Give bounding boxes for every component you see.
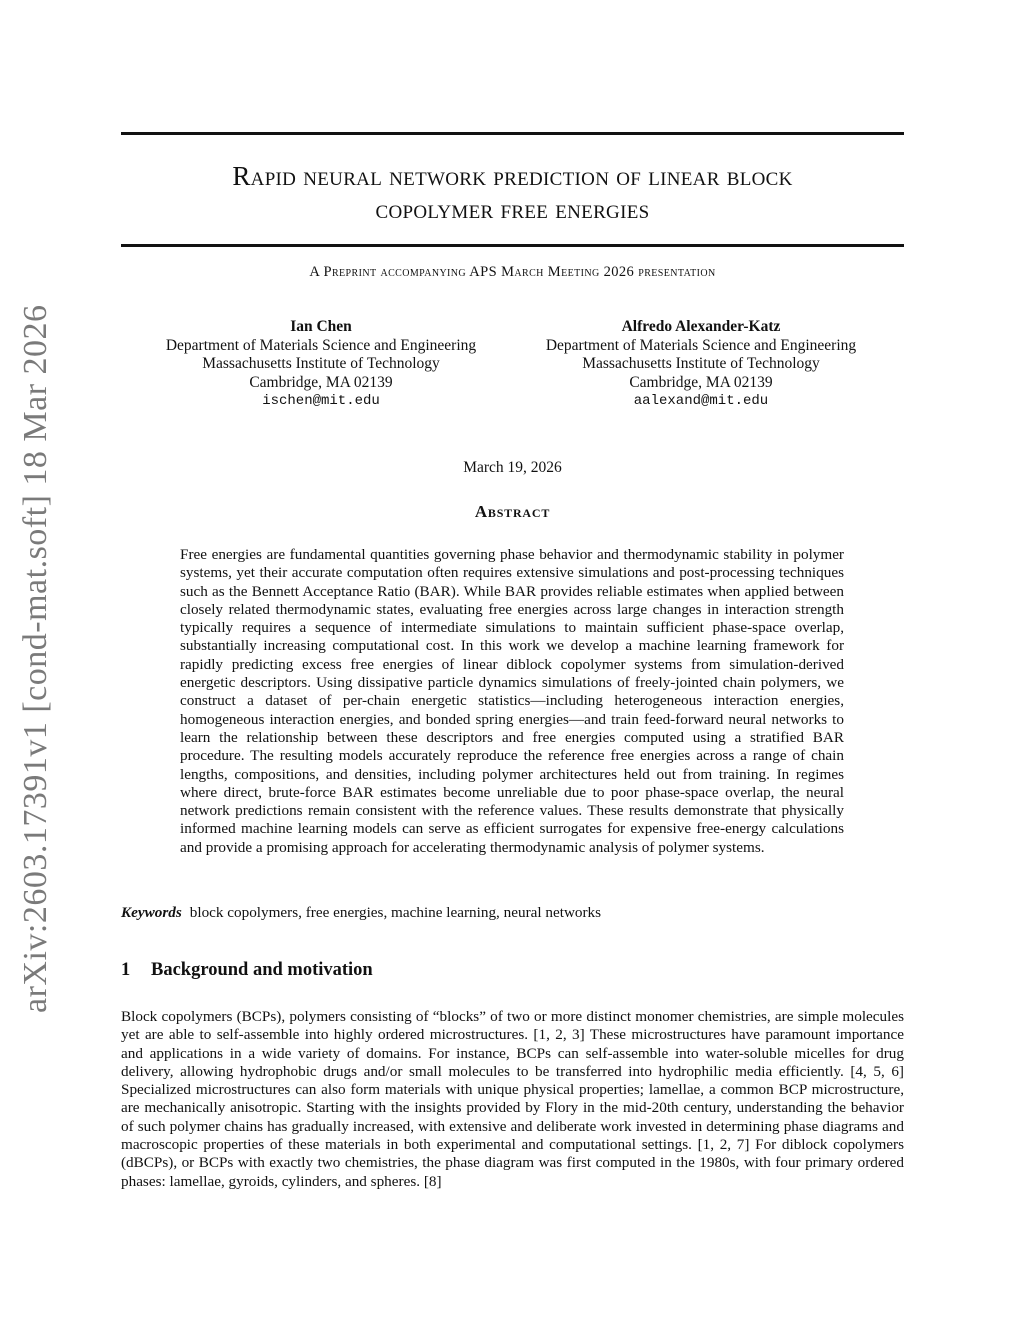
section-body: Block copolymers (BCPs), polymers consisting of “blocks” of two or more distinct monomer chemistries, are simple molecules yet are able to self-assemble into highly ordered microstructures. [1, 2, 3] These microstructures have paramount importance and applications in a wide variety of domains. For instance, BCPs can self-assemble into water-soluble micelles for drug delivery, allowing hydrophobic drugs and/or small molecules to be transferred into hydrophilic media efficiently. [4, 5, 6] Specialized microstructures can also form materials with unique physical properties; lamellae, a common BCP microstructure, are mechanically anisotropic. Starting with the insights provided by Flory in the mid-20th century, understanding the behavior of such polymer chains has gradually increased, with extensive and deliberate work invested in determining phase diagrams and macroscopic properties of these materials in both experimental and computational settings. [1, 2, 7] For diblock copolymers (dBCPs), or BCPs with exactly two chemistries, the phase diagram was first computed in the 1980s, with four primary ordered phases: lamellae, gyroids, cylinders, and spheres. [8] bbox=[121, 1008, 904, 1190]
author-email: ischen@mit.edu bbox=[262, 393, 380, 409]
author-location: Cambridge, MA 02139 bbox=[629, 373, 773, 391]
abstract-heading: Abstract bbox=[474, 502, 551, 521]
section-heading bbox=[121, 960, 904, 981]
author-location: Cambridge, MA 02139 bbox=[249, 373, 393, 391]
abstract-body: Free energies are fundamental quantities governing phase behavior and thermodynamic stability in polymer systems, yet their accurate computation often requires extensive simulations and post-processing techniques such as the Bennett Acceptance Ratio (BAR). While BAR provides reliable estimates when applied between closely related thermodynamic states, evaluating free energies across large changes in interaction strength typically requires a sequence of intermediate simulations to maintain sufficient phase-space overlap, substantially increasing computational cost. In this work we develop a machine learning framework for rapidly predicting excess free energies of linear diblock copolymer systems from simulation-derived energetic descriptors. Using dissipative particle dynamics simulations of freely-jointed chain polymers, we construct a dataset of per-chain energetic statistics—including heterogeneous interaction energies, homogeneous interaction energies, and bonded spring energies—and train feed-forward neural networks to learn the relationship between these descriptors and free energies computed using a stratified BAR procedure. The resulting models accurately reproduce the reference free energies across a range of chain lengths, compositions, and densities, including polymer architectures held out from training. In regimes where direct, brute-force BAR estimates become unreliable due to poor phase-space overlap, the neural network predictions remain consistent with the reference values. These results demonstrate that physically informed machine learning models can serve as efficient surrogates for expensive free-energy calculations and provide a promising approach for accelerating thermodynamic analysis of polymer systems. bbox=[180, 546, 844, 856]
keywords-label: Keywords bbox=[121, 904, 182, 921]
title-rule-top bbox=[121, 132, 904, 135]
keywords-list: block copolymers, free energies, machine learning, neural networks bbox=[189, 904, 602, 921]
author-institution: Massachusetts Institute of Technology bbox=[582, 355, 820, 372]
paper-title bbox=[121, 160, 904, 226]
author-block-2 bbox=[511, 318, 891, 411]
preprint-subtitle: A Preprint accompanying APS March Meeting 2026 presentation bbox=[309, 264, 716, 280]
author-email: aalexand@mit.edu bbox=[633, 393, 769, 409]
title-line-2: copolymer free energies bbox=[375, 194, 650, 224]
title-line-1: Rapid neural network prediction of linear block bbox=[232, 161, 793, 191]
author-block-1 bbox=[131, 318, 511, 411]
paper-date: March 19, 2026 bbox=[463, 459, 562, 476]
section-title: Background and motivation bbox=[151, 960, 373, 980]
author-name: Alfredo Alexander-Katz bbox=[621, 318, 781, 335]
author-department: Department of Materials Science and Engineering bbox=[545, 336, 857, 354]
section-number: 1 bbox=[121, 960, 131, 980]
title-rule-bottom bbox=[121, 244, 904, 247]
author-name: Ian Chen bbox=[290, 318, 352, 335]
keywords-line bbox=[121, 904, 904, 922]
author-department: Department of Materials Science and Engineering bbox=[165, 336, 477, 354]
author-institution: Massachusetts Institute of Technology bbox=[202, 355, 440, 372]
arxiv-stamp: arXiv:2603.17391v1 [cond-mat.soft] 18 Mar 2026 bbox=[17, 304, 54, 1013]
